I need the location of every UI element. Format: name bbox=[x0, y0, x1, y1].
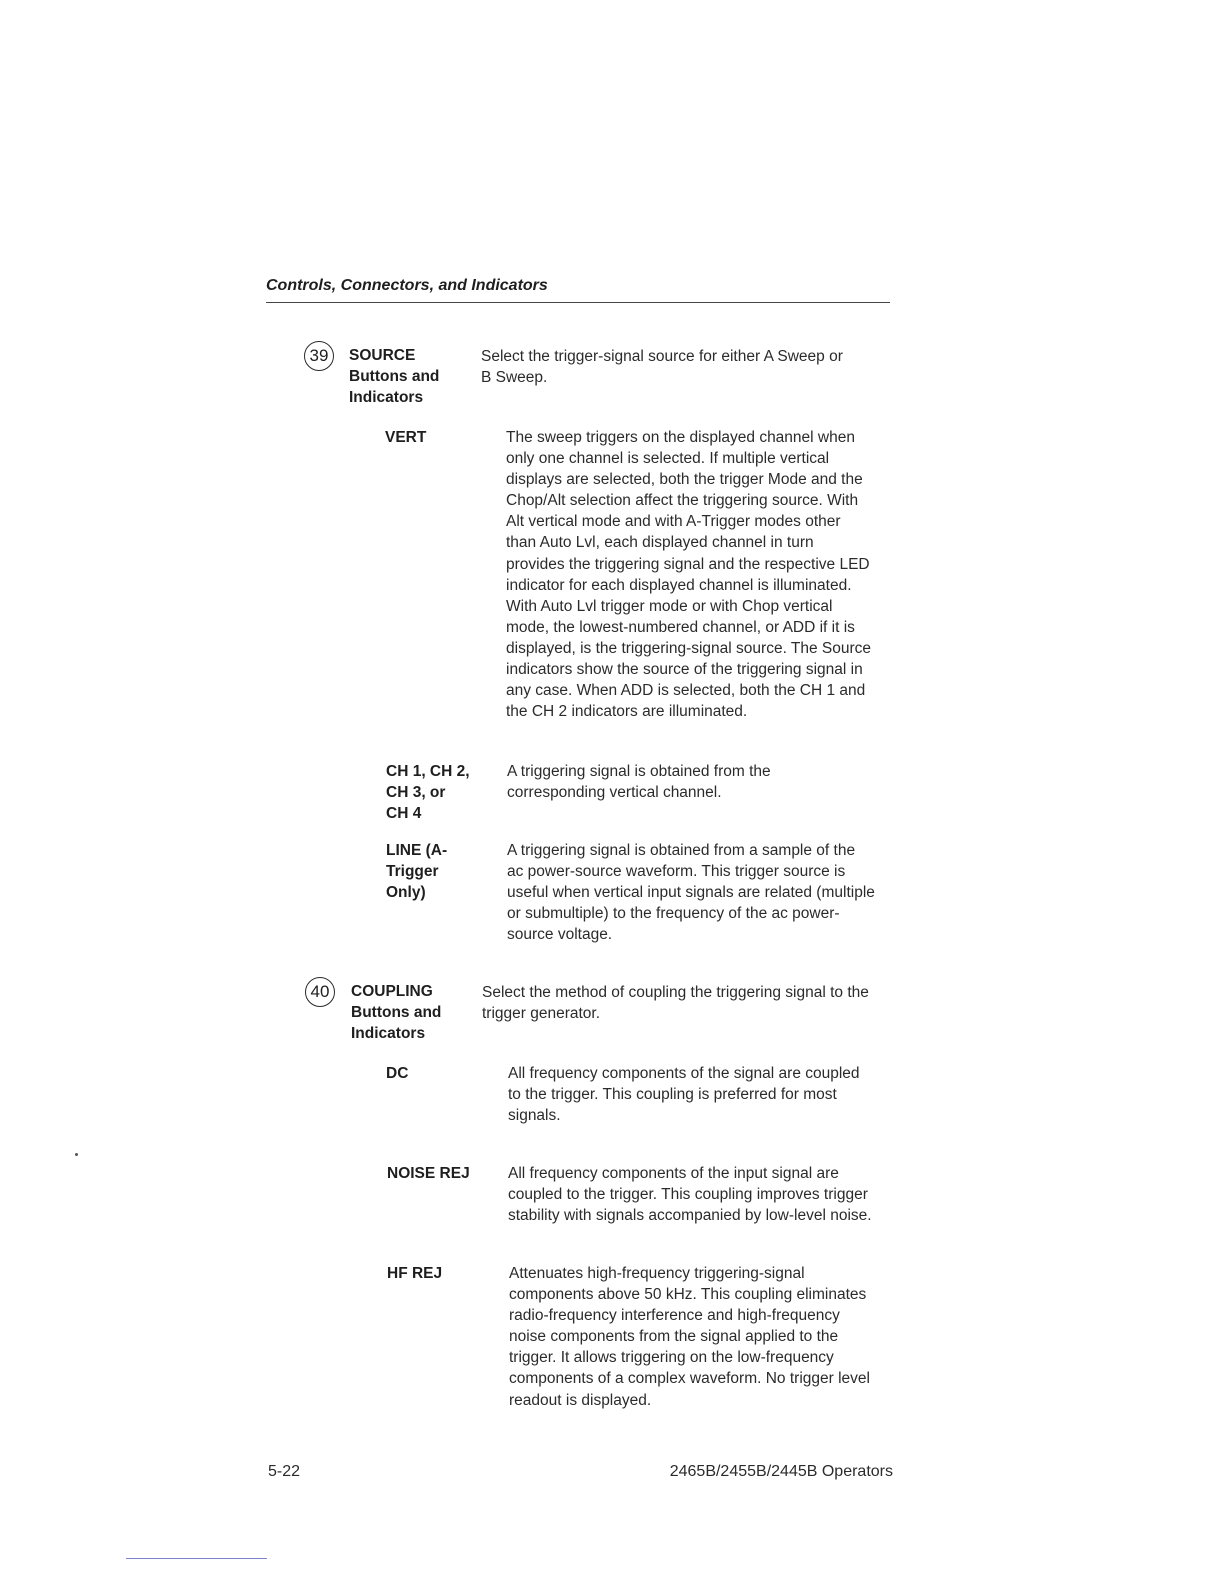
scan-speck bbox=[75, 1153, 78, 1156]
footnote-rule bbox=[126, 1558, 267, 1559]
item-desc-noise-rej: All frequency components of the input signal are coupled to the trigger. This coupling improves trigger stability with signals accompanied by low-level noise. bbox=[508, 1165, 872, 1225]
item-term-vert: VERT bbox=[385, 429, 427, 446]
item-desc-channels: A triggering signal is obtained from the corresponding vertical channel. bbox=[507, 763, 771, 802]
callout-number-40: 40 bbox=[305, 977, 335, 1007]
item-term-noise-rej: NOISE REJ bbox=[387, 1165, 470, 1182]
item-term-dc: DC bbox=[386, 1065, 409, 1082]
item-desc-line: A triggering signal is obtained from a sample of the ac power-source waveform. This trigger source is useful when vertical input signals are related (multiple or submultiple) to the frequency of the ac power- source voltage. bbox=[507, 842, 875, 944]
item-desc-hf-rej: Attenuates high-frequency triggering-signal components above 50 kHz. This coupling eliminates radio-frequency interference and high-frequency noise components from the signal applied to the trigger. It allows triggering on the low-frequency components of a complex waveform. No trigger level readout is displayed. bbox=[509, 1265, 870, 1409]
item-term-channels: CH 1, CH 2, CH 3, or CH 4 bbox=[386, 763, 470, 823]
section-term-source: SOURCE Buttons and Indicators bbox=[349, 347, 440, 407]
header-divider bbox=[266, 302, 890, 303]
section-term-coupling: COUPLING Buttons and Indicators bbox=[351, 983, 442, 1043]
page-number: 5-22 bbox=[268, 1463, 301, 1480]
item-term-line: LINE (A- Trigger Only) bbox=[386, 842, 448, 902]
running-header: Controls, Connectors, and Indicators bbox=[266, 277, 548, 294]
item-desc-dc: All frequency components of the signal are coupled to the trigger. This coupling is preferred for most signals. bbox=[508, 1065, 860, 1125]
document-title: 2465B/2455B/2445B Operators bbox=[669, 1463, 893, 1480]
item-term-hf-rej: HF REJ bbox=[387, 1265, 443, 1282]
callout-number-39: 39 bbox=[304, 341, 334, 371]
item-desc-vert: The sweep triggers on the displayed channel when only one channel is selected. If multiple vertical displays are selected, both the trigger Mode and the Chop/Alt selection affect the triggering source. With Alt vertical mode and with A-Trigger modes other than Auto Lvl, each displayed channel in turn provides the triggering signal and the respective LED indicator for each displayed channel is illuminated. With Auto Lvl trigger mode or with Chop vertical mode, the lowest-numbered channel, or ADD if it is displayed, is the triggering-signal source. The Source indicators show the source of the triggering signal in any case. When ADD is selected, both the CH 1 and the CH 2 indicators are illuminated. bbox=[506, 429, 872, 721]
section-desc-coupling: Select the method of coupling the triggering signal to the trigger generator. bbox=[482, 984, 869, 1023]
section-desc-source: Select the trigger-signal source for either A Sweep or B Sweep. bbox=[481, 348, 843, 387]
